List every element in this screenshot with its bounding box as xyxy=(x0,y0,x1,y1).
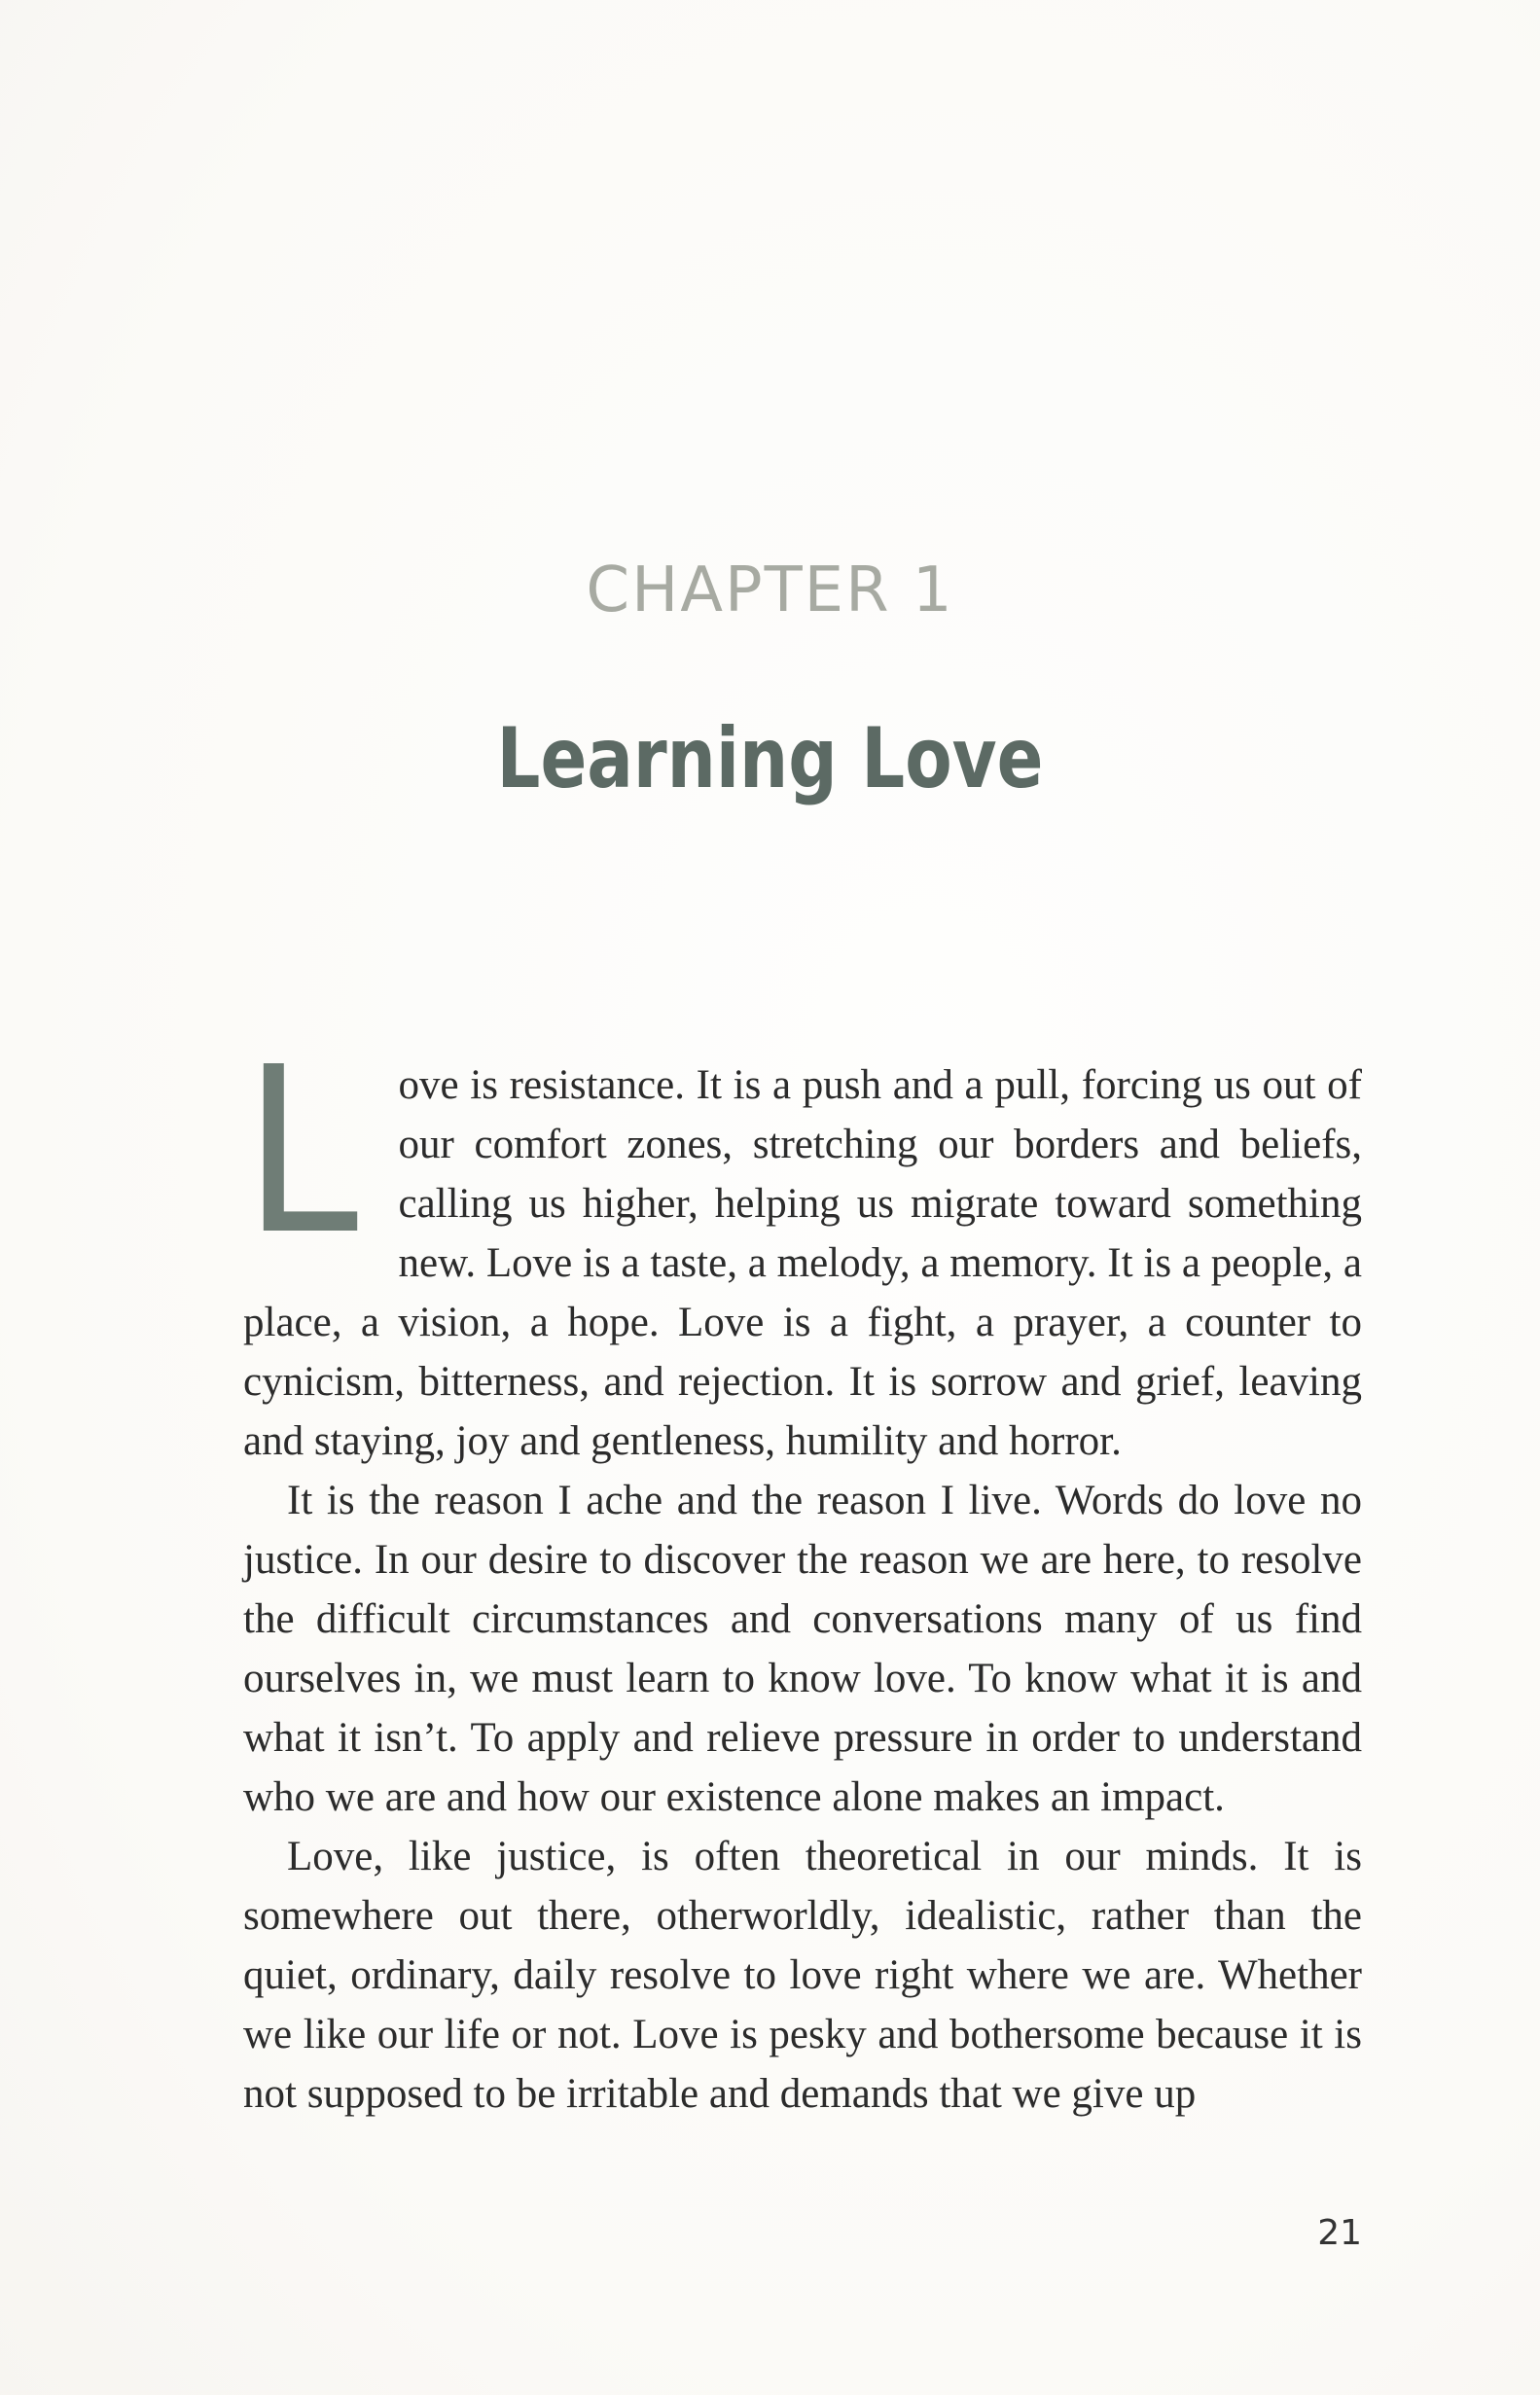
paragraph-3: Love, like justice, is often theoretical in our minds. It is somewhere out there, otherworldly, idealistic, rather than the quiet, ordinary, daily resolve to love right where we are. Whether we like our life or not. Love is pesky and bothersome because it is not supposed to be irritable and demands that we give up xyxy=(243,1834,1362,2117)
drop-cap: L xyxy=(243,1018,359,1285)
paragraph-1-text: ove is resistance. It is a push and a pull, forcing us out of our comfort zones, stretching our borders and beliefs, calling us higher, helping us migrate toward something new. Love is a taste, a melody, a memory. It is a people, a place, a vision, a hope. Love is a fight, a prayer, a counter to cynicism, bitterness, and rejection. It is sorrow and grief, leaving and staying, joy and gentleness, humility and horror. xyxy=(243,1062,1362,1464)
chapter-title: Learning Love xyxy=(496,710,1044,807)
paragraph-2: It is the reason I ache and the reason I live. Words do love no justice. In our desire to discover the reason we are here, to resolve the difficult circumstances and conversations many of us find ourselves in, we must learn to know love. To know what it is and what it isn’t. To apply and relieve pressure in order to understand who we are and how our existence alone makes an impact. xyxy=(243,1478,1362,1820)
paragraph-1 xyxy=(243,1018,1362,1471)
chapter-label: CHAPTER 1 xyxy=(586,554,954,626)
chapter-body xyxy=(243,1018,1362,2124)
page-number: 21 xyxy=(1317,2213,1362,2253)
